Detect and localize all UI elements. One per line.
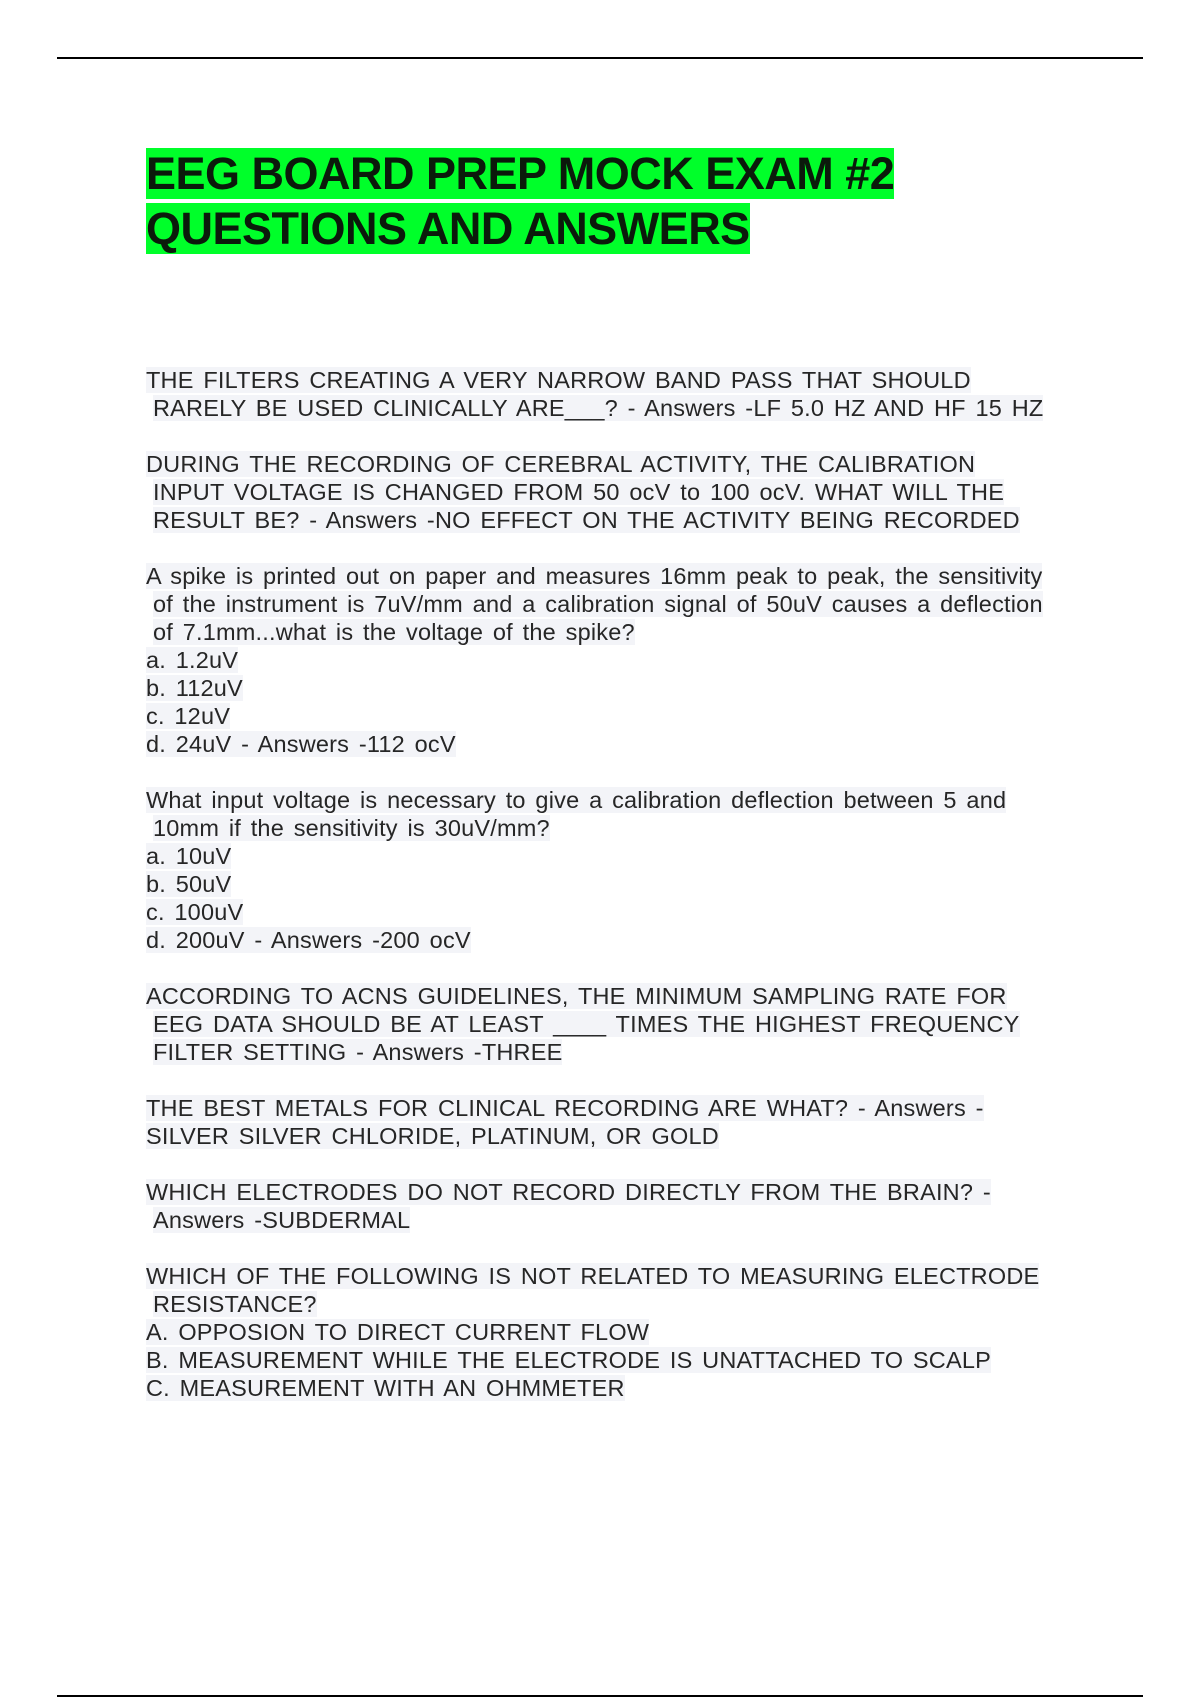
qa-line: DURING THE RECORDING OF CEREBRAL ACTIVITY, THE CALIBRATION [146, 451, 976, 477]
qa-line: What input voltage is necessary to give a calibration deflection between 5 and [146, 787, 1007, 813]
qa-line: of the instrument is 7uV/mm and a calibration signal of 50uV causes a deflection [153, 591, 1043, 617]
qa-item [146, 1094, 1096, 1150]
qa-line: INPUT VOLTAGE IS CHANGED FROM 50 ocV to 100 ocV. WHAT WILL THE [153, 479, 1005, 505]
document-title [146, 146, 894, 256]
qa-item [146, 1178, 1096, 1234]
qa-line: ACCORDING TO ACNS GUIDELINES, THE MINIMUM SAMPLING RATE FOR [146, 983, 1007, 1009]
qa-option: d. 200uV - Answers -200 ocV [146, 927, 471, 953]
qa-list [146, 366, 1096, 1430]
page-top-rule [57, 57, 1143, 59]
qa-option: B. MEASUREMENT WHILE THE ELECTRODE IS UNATTACHED TO SCALP [146, 1347, 991, 1373]
qa-line: WHICH OF THE FOLLOWING IS NOT RELATED TO MEASURING ELECTRODE [146, 1263, 1040, 1289]
qa-option: b. 50uV [146, 871, 232, 897]
qa-line: THE FILTERS CREATING A VERY NARROW BAND PASS THAT SHOULD [146, 367, 971, 393]
qa-line: 10mm if the sensitivity is 30uV/mm? [153, 815, 550, 841]
qa-line: SILVER SILVER CHLORIDE, PLATINUM, OR GOLD [146, 1123, 719, 1149]
qa-item [146, 562, 1096, 758]
qa-option: d. 24uV - Answers -112 ocV [146, 731, 456, 757]
qa-option: a. 10uV [146, 843, 232, 869]
qa-item [146, 786, 1096, 954]
qa-option: A. OPPOSION TO DIRECT CURRENT FLOW [146, 1319, 650, 1345]
qa-item [146, 1262, 1096, 1402]
title-line-1: EEG BOARD PREP MOCK EXAM #2 [146, 148, 895, 199]
qa-line: of 7.1mm...what is the voltage of the spike? [153, 619, 635, 645]
qa-item [146, 450, 1096, 534]
qa-line: RESISTANCE? [153, 1291, 317, 1317]
qa-option: c. 100uV [146, 899, 244, 925]
qa-line: EEG DATA SHOULD BE AT LEAST ____ TIMES THE HIGHEST FREQUENCY [153, 1011, 1020, 1037]
qa-option: a. 1.2uV [146, 647, 239, 673]
qa-item [146, 982, 1096, 1066]
qa-line: FILTER SETTING - Answers -THREE [153, 1039, 563, 1065]
qa-line: RARELY BE USED CLINICALLY ARE___? - Answers -LF 5.0 HZ AND HF 15 HZ [153, 395, 1044, 421]
qa-line: Answers -SUBDERMAL [153, 1207, 411, 1233]
qa-option: b. 112uV [146, 675, 243, 701]
qa-option: C. MEASUREMENT WITH AN OHMMETER [146, 1375, 625, 1401]
qa-line: WHICH ELECTRODES DO NOT RECORD DIRECTLY FROM THE BRAIN? - [146, 1179, 991, 1205]
page-bottom-rule [57, 1695, 1143, 1697]
title-line-2: QUESTIONS AND ANSWERS [146, 203, 750, 254]
qa-option: c. 12uV [146, 703, 231, 729]
qa-line: A spike is printed out on paper and measures 16mm peak to peak, the sensitivity [146, 563, 1043, 589]
qa-item [146, 366, 1096, 422]
qa-line: THE BEST METALS FOR CLINICAL RECORDING ARE WHAT? - Answers - [146, 1095, 984, 1121]
qa-line: RESULT BE? - Answers -NO EFFECT ON THE ACTIVITY BEING RECORDED [153, 507, 1020, 533]
